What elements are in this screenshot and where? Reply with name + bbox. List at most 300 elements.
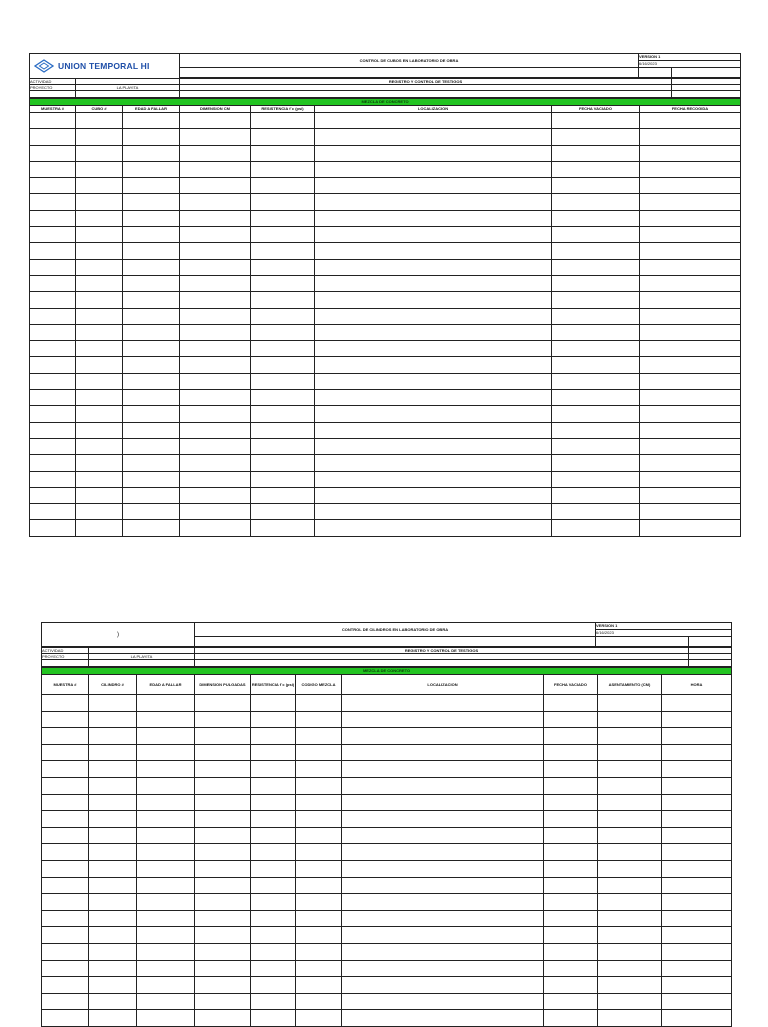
entry-cell[interactable] (640, 243, 741, 259)
entry-cell[interactable] (180, 471, 251, 487)
entry-cell[interactable] (251, 894, 296, 911)
entry-cell[interactable] (296, 860, 342, 877)
entry-cell[interactable] (42, 844, 89, 861)
entry-cell[interactable] (76, 487, 123, 503)
entry-cell[interactable] (195, 777, 251, 794)
entry-cell[interactable] (662, 993, 732, 1010)
entry-cell[interactable] (76, 113, 123, 129)
entry-cell[interactable] (251, 811, 296, 828)
entry-cell[interactable] (552, 210, 640, 226)
entry-cell[interactable] (180, 275, 251, 291)
entry-cell[interactable] (180, 308, 251, 324)
entry-cell[interactable] (123, 390, 180, 406)
entry-cell[interactable] (315, 145, 552, 161)
entry-cell[interactable] (315, 373, 552, 389)
entry-cell[interactable] (598, 910, 662, 927)
entry-cell[interactable] (662, 695, 732, 712)
entry-cell[interactable] (342, 977, 544, 994)
entry-cell[interactable] (180, 520, 251, 536)
entry-cell[interactable] (640, 373, 741, 389)
entry-cell[interactable] (89, 695, 137, 712)
entry-cell[interactable] (42, 943, 89, 960)
entry-cell[interactable] (123, 504, 180, 520)
entry-cell[interactable] (315, 390, 552, 406)
entry-cell[interactable] (195, 993, 251, 1010)
entry-cell[interactable] (195, 910, 251, 927)
entry-cell[interactable] (76, 145, 123, 161)
entry-cell[interactable] (662, 943, 732, 960)
entry-cell[interactable] (123, 292, 180, 308)
entry-cell[interactable] (552, 487, 640, 503)
entry-cell[interactable] (251, 227, 315, 243)
entry-cell[interactable] (342, 927, 544, 944)
entry-cell[interactable] (342, 894, 544, 911)
entry-cell[interactable] (123, 422, 180, 438)
entry-cell[interactable] (42, 910, 89, 927)
entry-cell[interactable] (640, 113, 741, 129)
entry-cell[interactable] (180, 406, 251, 422)
entry-cell[interactable] (315, 341, 552, 357)
entry-cell[interactable] (180, 390, 251, 406)
entry-cell[interactable] (42, 695, 89, 712)
entry-cell[interactable] (30, 438, 76, 454)
entry-cell[interactable] (296, 711, 342, 728)
entry-cell[interactable] (342, 910, 544, 927)
entry-cell[interactable] (315, 406, 552, 422)
entry-cell[interactable] (251, 390, 315, 406)
entry-cell[interactable] (195, 827, 251, 844)
entry-cell[interactable] (89, 844, 137, 861)
entry-cell[interactable] (251, 422, 315, 438)
entry-cell[interactable] (251, 487, 315, 503)
entry-cell[interactable] (315, 438, 552, 454)
entry-cell[interactable] (30, 373, 76, 389)
entry-cell[interactable] (137, 777, 195, 794)
entry-cell[interactable] (552, 357, 640, 373)
entry-cell[interactable] (30, 471, 76, 487)
entry-cell[interactable] (123, 324, 180, 340)
entry-cell[interactable] (180, 455, 251, 471)
entry-cell[interactable] (76, 471, 123, 487)
entry-cell[interactable] (123, 308, 180, 324)
entry-cell[interactable] (552, 390, 640, 406)
entry-cell[interactable] (251, 308, 315, 324)
entry-cell[interactable] (180, 129, 251, 145)
entry-cell[interactable] (342, 695, 544, 712)
entry-cell[interactable] (123, 406, 180, 422)
entry-cell[interactable] (544, 744, 598, 761)
entry-cell[interactable] (89, 711, 137, 728)
entry-cell[interactable] (598, 877, 662, 894)
proyecto-value[interactable]: LA PLAYITA (89, 654, 195, 660)
entry-cell[interactable] (123, 373, 180, 389)
entry-cell[interactable] (251, 844, 296, 861)
entry-cell[interactable] (89, 860, 137, 877)
entry-cell[interactable] (251, 695, 296, 712)
entry-cell[interactable] (662, 960, 732, 977)
entry-cell[interactable] (251, 744, 296, 761)
entry-cell[interactable] (76, 129, 123, 145)
entry-cell[interactable] (30, 259, 76, 275)
entry-cell[interactable] (195, 811, 251, 828)
entry-cell[interactable] (544, 811, 598, 828)
entry-cell[interactable] (76, 504, 123, 520)
entry-cell[interactable] (76, 210, 123, 226)
entry-cell[interactable] (180, 504, 251, 520)
entry-cell[interactable] (251, 178, 315, 194)
entry-cell[interactable] (315, 243, 552, 259)
entry-cell[interactable] (30, 406, 76, 422)
entry-cell[interactable] (251, 504, 315, 520)
entry-cell[interactable] (76, 324, 123, 340)
entry-cell[interactable] (662, 844, 732, 861)
entry-cell[interactable] (315, 113, 552, 129)
entry-cell[interactable] (598, 728, 662, 745)
entry-cell[interactable] (315, 194, 552, 210)
entry-cell[interactable] (76, 341, 123, 357)
entry-cell[interactable] (180, 210, 251, 226)
entry-cell[interactable] (315, 259, 552, 275)
entry-cell[interactable] (662, 910, 732, 927)
entry-cell[interactable] (42, 728, 89, 745)
entry-cell[interactable] (30, 308, 76, 324)
entry-cell[interactable] (640, 406, 741, 422)
entry-cell[interactable] (342, 877, 544, 894)
entry-cell[interactable] (251, 761, 296, 778)
entry-cell[interactable] (544, 827, 598, 844)
entry-cell[interactable] (195, 960, 251, 977)
entry-cell[interactable] (296, 894, 342, 911)
entry-cell[interactable] (76, 390, 123, 406)
entry-cell[interactable] (195, 695, 251, 712)
proyecto-value[interactable]: LA PLAYITA (76, 85, 180, 91)
entry-cell[interactable] (30, 113, 76, 129)
entry-cell[interactable] (552, 308, 640, 324)
entry-cell[interactable] (296, 728, 342, 745)
entry-cell[interactable] (544, 910, 598, 927)
entry-cell[interactable] (552, 292, 640, 308)
entry-cell[interactable] (89, 811, 137, 828)
entry-cell[interactable] (123, 438, 180, 454)
entry-cell[interactable] (640, 145, 741, 161)
entry-cell[interactable] (342, 711, 544, 728)
entry-cell[interactable] (315, 161, 552, 177)
entry-cell[interactable] (30, 178, 76, 194)
entry-cell[interactable] (544, 794, 598, 811)
entry-cell[interactable] (342, 860, 544, 877)
entry-cell[interactable] (598, 711, 662, 728)
entry-cell[interactable] (137, 761, 195, 778)
entry-cell[interactable] (640, 210, 741, 226)
entry-cell[interactable] (552, 373, 640, 389)
entry-cell[interactable] (251, 113, 315, 129)
entry-cell[interactable] (342, 993, 544, 1010)
entry-cell[interactable] (76, 243, 123, 259)
entry-cell[interactable] (552, 438, 640, 454)
entry-cell[interactable] (251, 860, 296, 877)
entry-cell[interactable] (137, 927, 195, 944)
entry-cell[interactable] (640, 341, 741, 357)
entry-cell[interactable] (30, 520, 76, 536)
entry-cell[interactable] (123, 178, 180, 194)
entry-cell[interactable] (123, 227, 180, 243)
entry-cell[interactable] (30, 324, 76, 340)
entry-cell[interactable] (552, 227, 640, 243)
entry-cell[interactable] (640, 129, 741, 145)
entry-cell[interactable] (251, 827, 296, 844)
entry-cell[interactable] (30, 161, 76, 177)
entry-cell[interactable] (662, 977, 732, 994)
entry-cell[interactable] (89, 960, 137, 977)
entry-cell[interactable] (544, 977, 598, 994)
entry-cell[interactable] (640, 259, 741, 275)
entry-cell[interactable] (598, 844, 662, 861)
entry-cell[interactable] (251, 943, 296, 960)
entry-cell[interactable] (30, 390, 76, 406)
entry-cell[interactable] (315, 129, 552, 145)
entry-cell[interactable] (552, 259, 640, 275)
entry-cell[interactable] (137, 744, 195, 761)
entry-cell[interactable] (251, 324, 315, 340)
entry-cell[interactable] (544, 960, 598, 977)
entry-cell[interactable] (251, 438, 315, 454)
entry-cell[interactable] (89, 827, 137, 844)
entry-cell[interactable] (89, 894, 137, 911)
entry-cell[interactable] (251, 910, 296, 927)
entry-cell[interactable] (251, 977, 296, 994)
entry-cell[interactable] (544, 860, 598, 877)
entry-cell[interactable] (342, 728, 544, 745)
entry-cell[interactable] (342, 827, 544, 844)
entry-cell[interactable] (342, 794, 544, 811)
entry-cell[interactable] (296, 977, 342, 994)
entry-cell[interactable] (180, 227, 251, 243)
entry-cell[interactable] (552, 341, 640, 357)
entry-cell[interactable] (89, 728, 137, 745)
entry-cell[interactable] (195, 877, 251, 894)
entry-cell[interactable] (251, 373, 315, 389)
entry-cell[interactable] (89, 910, 137, 927)
entry-cell[interactable] (544, 927, 598, 944)
entry-cell[interactable] (76, 275, 123, 291)
entry-cell[interactable] (315, 275, 552, 291)
entry-cell[interactable] (123, 129, 180, 145)
entry-cell[interactable] (180, 243, 251, 259)
entry-cell[interactable] (544, 761, 598, 778)
entry-cell[interactable] (544, 711, 598, 728)
entry-cell[interactable] (315, 455, 552, 471)
entry-cell[interactable] (123, 341, 180, 357)
entry-cell[interactable] (640, 178, 741, 194)
entry-cell[interactable] (30, 243, 76, 259)
entry-cell[interactable] (137, 894, 195, 911)
entry-cell[interactable] (76, 373, 123, 389)
entry-cell[interactable] (30, 227, 76, 243)
entry-cell[interactable] (544, 695, 598, 712)
entry-cell[interactable] (552, 113, 640, 129)
entry-cell[interactable] (544, 877, 598, 894)
entry-cell[interactable] (296, 943, 342, 960)
entry-cell[interactable] (662, 777, 732, 794)
entry-cell[interactable] (296, 761, 342, 778)
entry-cell[interactable] (137, 860, 195, 877)
entry-cell[interactable] (30, 275, 76, 291)
entry-cell[interactable] (42, 927, 89, 944)
entry-cell[interactable] (640, 438, 741, 454)
entry-cell[interactable] (315, 504, 552, 520)
entry-cell[interactable] (180, 438, 251, 454)
entry-cell[interactable] (251, 275, 315, 291)
entry-cell[interactable] (552, 243, 640, 259)
entry-cell[interactable] (598, 960, 662, 977)
entry-cell[interactable] (123, 210, 180, 226)
entry-cell[interactable] (195, 943, 251, 960)
entry-cell[interactable] (180, 341, 251, 357)
entry-cell[interactable] (296, 993, 342, 1010)
entry-cell[interactable] (640, 520, 741, 536)
entry-cell[interactable] (552, 194, 640, 210)
entry-cell[interactable] (544, 777, 598, 794)
entry-cell[interactable] (552, 520, 640, 536)
entry-cell[interactable] (251, 877, 296, 894)
entry-cell[interactable] (251, 711, 296, 728)
entry-cell[interactable] (315, 210, 552, 226)
entry-cell[interactable] (137, 695, 195, 712)
entry-cell[interactable] (662, 728, 732, 745)
entry-cell[interactable] (640, 455, 741, 471)
entry-cell[interactable] (640, 227, 741, 243)
entry-cell[interactable] (76, 292, 123, 308)
entry-cell[interactable] (137, 943, 195, 960)
entry-cell[interactable] (640, 390, 741, 406)
entry-cell[interactable] (89, 943, 137, 960)
entry-cell[interactable] (42, 777, 89, 794)
entry-cell[interactable] (640, 471, 741, 487)
entry-cell[interactable] (30, 422, 76, 438)
entry-cell[interactable] (42, 744, 89, 761)
entry-cell[interactable] (342, 943, 544, 960)
entry-cell[interactable] (180, 178, 251, 194)
entry-cell[interactable] (315, 520, 552, 536)
entry-cell[interactable] (180, 113, 251, 129)
entry-cell[interactable] (640, 161, 741, 177)
entry-cell[interactable] (552, 275, 640, 291)
entry-cell[interactable] (342, 844, 544, 861)
entry-cell[interactable] (251, 341, 315, 357)
entry-cell[interactable] (123, 194, 180, 210)
entry-cell[interactable] (30, 357, 76, 373)
entry-cell[interactable] (251, 794, 296, 811)
entry-cell[interactable] (42, 827, 89, 844)
entry-cell[interactable] (296, 811, 342, 828)
entry-cell[interactable] (251, 129, 315, 145)
entry-cell[interactable] (137, 794, 195, 811)
entry-cell[interactable] (598, 860, 662, 877)
entry-cell[interactable] (544, 728, 598, 745)
entry-cell[interactable] (251, 161, 315, 177)
entry-cell[interactable] (296, 910, 342, 927)
entry-cell[interactable] (137, 728, 195, 745)
entry-cell[interactable] (662, 827, 732, 844)
entry-cell[interactable] (89, 761, 137, 778)
entry-cell[interactable] (123, 487, 180, 503)
entry-cell[interactable] (315, 471, 552, 487)
entry-cell[interactable] (640, 324, 741, 340)
entry-cell[interactable] (640, 292, 741, 308)
entry-cell[interactable] (598, 761, 662, 778)
entry-cell[interactable] (552, 406, 640, 422)
entry-cell[interactable] (296, 927, 342, 944)
entry-cell[interactable] (42, 993, 89, 1010)
entry-cell[interactable] (552, 455, 640, 471)
entry-cell[interactable] (598, 827, 662, 844)
entry-cell[interactable] (76, 308, 123, 324)
entry-cell[interactable] (89, 777, 137, 794)
entry-cell[interactable] (195, 894, 251, 911)
entry-cell[interactable] (30, 455, 76, 471)
entry-cell[interactable] (89, 993, 137, 1010)
entry-cell[interactable] (662, 761, 732, 778)
entry-cell[interactable] (251, 259, 315, 275)
entry-cell[interactable] (598, 993, 662, 1010)
entry-cell[interactable] (640, 422, 741, 438)
entry-cell[interactable] (598, 811, 662, 828)
entry-cell[interactable] (137, 827, 195, 844)
entry-cell[interactable] (662, 744, 732, 761)
entry-cell[interactable] (180, 487, 251, 503)
entry-cell[interactable] (30, 341, 76, 357)
entry-cell[interactable] (315, 308, 552, 324)
entry-cell[interactable] (137, 877, 195, 894)
entry-cell[interactable] (76, 227, 123, 243)
entry-cell[interactable] (544, 844, 598, 861)
entry-cell[interactable] (251, 210, 315, 226)
entry-cell[interactable] (251, 927, 296, 944)
entry-cell[interactable] (89, 794, 137, 811)
entry-cell[interactable] (296, 960, 342, 977)
entry-cell[interactable] (195, 744, 251, 761)
entry-cell[interactable] (315, 324, 552, 340)
entry-cell[interactable] (180, 194, 251, 210)
entry-cell[interactable] (598, 777, 662, 794)
entry-cell[interactable] (251, 471, 315, 487)
entry-cell[interactable] (296, 877, 342, 894)
entry-cell[interactable] (76, 422, 123, 438)
entry-cell[interactable] (76, 161, 123, 177)
entry-cell[interactable] (315, 487, 552, 503)
entry-cell[interactable] (342, 811, 544, 828)
entry-cell[interactable] (315, 292, 552, 308)
entry-cell[interactable] (137, 711, 195, 728)
entry-cell[interactable] (195, 844, 251, 861)
entry-cell[interactable] (296, 777, 342, 794)
entry-cell[interactable] (662, 860, 732, 877)
entry-cell[interactable] (544, 993, 598, 1010)
entry-cell[interactable] (251, 243, 315, 259)
entry-cell[interactable] (640, 487, 741, 503)
entry-cell[interactable] (251, 993, 296, 1010)
entry-cell[interactable] (662, 711, 732, 728)
entry-cell[interactable] (123, 520, 180, 536)
entry-cell[interactable] (30, 145, 76, 161)
entry-cell[interactable] (296, 844, 342, 861)
entry-cell[interactable] (180, 145, 251, 161)
entry-cell[interactable] (662, 894, 732, 911)
entry-cell[interactable] (544, 894, 598, 911)
entry-cell[interactable] (251, 145, 315, 161)
entry-cell[interactable] (30, 129, 76, 145)
entry-cell[interactable] (42, 860, 89, 877)
